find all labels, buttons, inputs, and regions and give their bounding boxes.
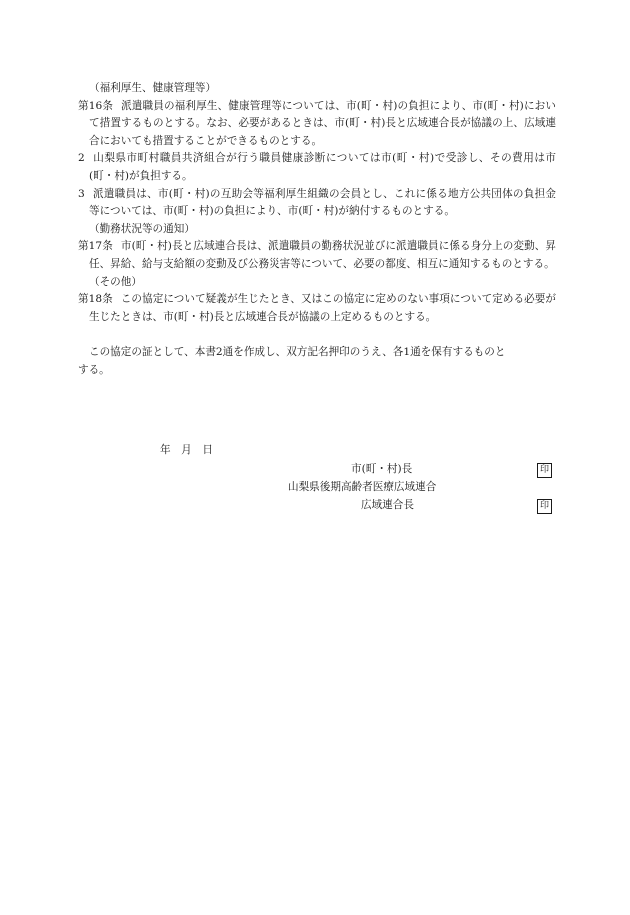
article-17-caption: （勤務状況等の通知） bbox=[89, 222, 195, 235]
date-line: 年 月 日 bbox=[160, 444, 213, 456]
signer-union-head: 広域連合長 bbox=[361, 499, 414, 511]
article-16-paragraph-2 bbox=[78, 150, 556, 185]
paragraph-number: 3 bbox=[78, 187, 85, 200]
article-16-caption: （福利厚生、健康管理等） bbox=[89, 82, 217, 94]
paragraph-text: 派遣職員は、市(町・村)の互助会等福利厚生組織の会員とし、これに係る地方公共団体の負担金等については、市(町・村)の負担により、市(町・村)が納付するものとする。 bbox=[89, 187, 556, 218]
article-18 bbox=[78, 291, 556, 326]
article-18-number: 第18条 bbox=[78, 293, 113, 306]
article-16-paragraph-3 bbox=[78, 186, 556, 221]
closing-statement-continued: する。 bbox=[78, 363, 110, 376]
article-16 bbox=[78, 98, 556, 151]
article-17-number: 第17条 bbox=[78, 240, 113, 253]
article-18-caption: （その他） bbox=[89, 275, 142, 288]
union-name: 山梨県後期高齢者医療広域連合 bbox=[288, 481, 437, 493]
seal-union bbox=[537, 497, 552, 515]
paragraph-text: 山梨県市町村職員共済組合が行う職員健康診断については市(町・村)で受診し、その費用は市(町・村)が負担する。 bbox=[89, 152, 556, 182]
article-18-text: この協定について疑義が生じたとき、又はこの協定に定めのない事項について定める必要が生じたときは、市(町・村)長と広域連合長が協議の上定めるものとする。 bbox=[89, 293, 556, 323]
seal-mark-icon: 印 bbox=[537, 499, 552, 514]
article-17-text: 市(町・村)長と広域連合長は、派遣職員の勤務状況並びに派遣職員に係る身分上の変動、昇任、昇給、給与支給額の変動及び公務災害等について、必要の都度、相互に通知するものとする。 bbox=[89, 240, 557, 270]
article-17 bbox=[78, 238, 556, 273]
article-16-text: 派遣職員の福利厚生、健康管理等については、市(町・村)の負担により、市(町・村)において措置するものとする。なお、必要があるときは、市(町・村)長と広域連合長が協議の上、広域連合においても措置することができるものとする。 bbox=[89, 99, 556, 147]
paragraph-number: 2 bbox=[78, 152, 85, 165]
spacer bbox=[78, 326, 556, 344]
seal-mark-icon: 印 bbox=[537, 463, 552, 478]
agreement-body bbox=[78, 80, 556, 379]
seal-municipality bbox=[537, 461, 552, 479]
article-16-number: 第16条 bbox=[78, 99, 114, 112]
closing-statement: この協定の証として、本書2通を作成し、双方記名押印のうえ、各1通を保有するものと bbox=[89, 345, 506, 358]
signer-municipality-head: 市(町・村)長 bbox=[351, 463, 413, 475]
